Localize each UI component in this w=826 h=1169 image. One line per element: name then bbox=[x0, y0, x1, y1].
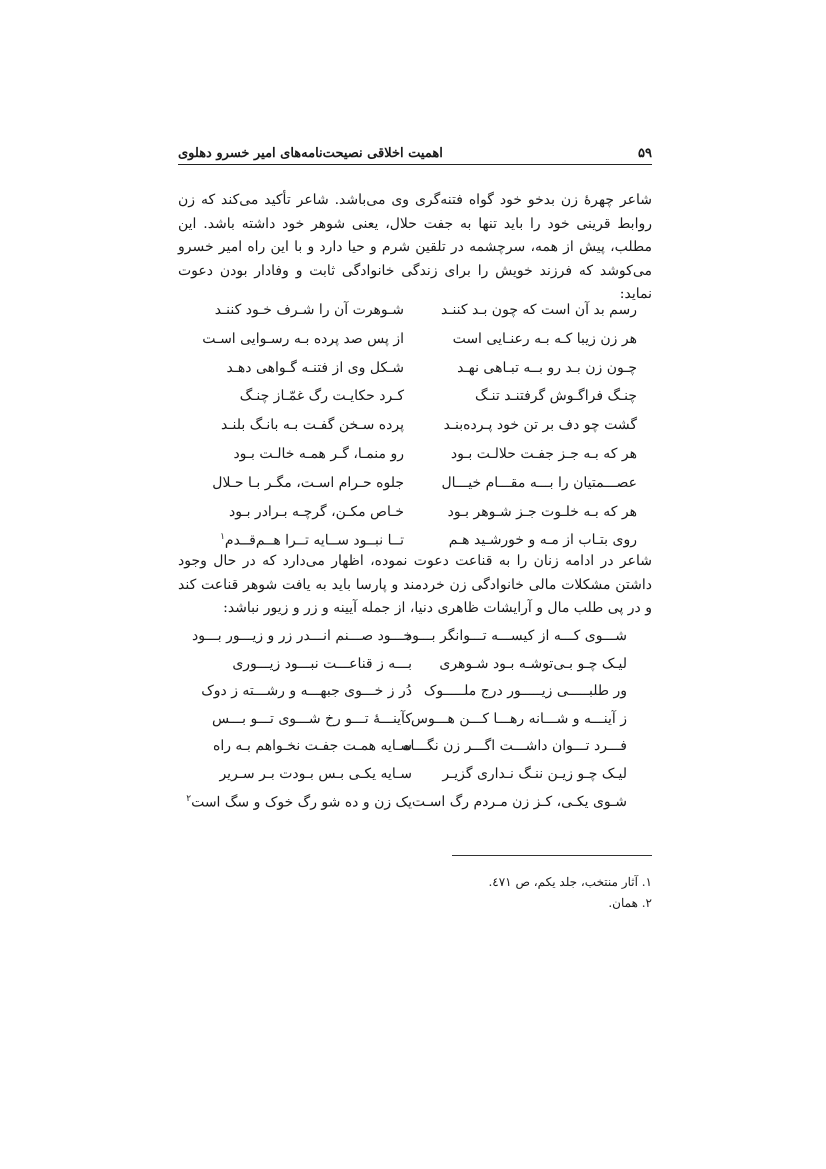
hemistich-second: پرده سـخن گفـت بـه بانـگ بلنـد bbox=[221, 417, 404, 434]
verse bbox=[178, 388, 652, 417]
page-number: ۵۹ bbox=[638, 146, 652, 161]
hemistich-second: دُر ز خـــوی جبهـــه و رشـــته ز دوک bbox=[201, 683, 412, 700]
verse bbox=[178, 360, 652, 389]
hemistich-first: لیـک چـو بـی‌توشـه بـود شـوهری bbox=[439, 655, 627, 672]
hemistich-first: رسم بد آن است که چون بـد کننـد bbox=[441, 302, 637, 318]
hemistich-second bbox=[220, 532, 404, 550]
verse bbox=[178, 475, 652, 504]
hemistich-first: فـــرد تـــوان داشـــت اگـــر زن نگـــاه bbox=[403, 738, 627, 755]
paragraph-intro: شاعر چهرهٔ زن بدخو خود گواه فتنه‌گری وی می‌باشد. شاعر تأکید می‌کند که زن روابط قرینی خود را باید تنها به جفت حلال، یعنی شوهر خود داشته باشد. این مطلب، پیش از همه، سرچشمه در تلقین شرم و حیا دارد و با این راه امیر خسرو می‌کوشد که فرزند خویش را برای زندگی خانوادگی ثابت و وفادار بودن دعوت نماید: bbox=[178, 192, 652, 302]
hemistich-second bbox=[186, 793, 412, 811]
verse bbox=[178, 766, 652, 794]
hemistich-second: جلوه حـرام اسـت، مگـر بـا حـلال bbox=[212, 474, 404, 491]
verse bbox=[178, 711, 652, 739]
hemistich-first: گشت چو دف بر تن خود پـرده‌بنـد bbox=[443, 417, 637, 434]
hemistich-first: عصـــمتیان را بـــه مقـــام خیـــال bbox=[441, 474, 637, 491]
hemistich-second: بـــه ز قناعـــت نبـــود زیـــوری bbox=[232, 655, 412, 672]
paragraph-contentment: شاعر در ادامه زنان را به قناعت دعوت نموده، اظهار می‌دارد که در حال وجود داشتن مشکلات مالی خانوادگی زن خردمند و پارسا باید به یافت شوهر قناعت کند و در پی طلب مال و آرایشات ظاهری دنیا، از جمله آیینه و زر و زیور نباشد: bbox=[178, 553, 652, 616]
hemistich-second: کـرد حکایـت رگ غمّـاز چنـگ bbox=[239, 388, 404, 405]
verse bbox=[178, 738, 652, 766]
hemistich-first: ز آینـــه و شـــانه رهـــا کـــن هـــوس bbox=[410, 710, 627, 727]
hemistich-second: شـکل وی از فتنـه گـواهی دهـد bbox=[226, 359, 404, 376]
verse bbox=[178, 656, 652, 684]
verse bbox=[178, 446, 652, 475]
hemistich-second: سـایه یکـی بـس بـودت بـر سـریر bbox=[219, 765, 412, 782]
hemistich-second: خـاص مکـن، گرچـه بـرادر بـود bbox=[229, 503, 404, 520]
footnotes bbox=[178, 872, 652, 914]
hemistich-first: شـــوی کـــه از کیســـه تـــوانگر بـــود bbox=[405, 628, 627, 644]
hemistich-second: رو منمـا، گـر همـه خالـت بـود bbox=[233, 445, 404, 462]
poem-contentment bbox=[178, 628, 652, 821]
verse bbox=[178, 504, 652, 533]
hemistich-first: هر که بـه جـز جفـت حلالـت بـود bbox=[450, 445, 637, 462]
hemistich-first: چنـگ فراگـوش گرفتنـد تنـگ bbox=[475, 388, 637, 405]
hemistich-first: شـوی یکـی، کـز زن مـردم رگ اسـت bbox=[411, 793, 627, 810]
hemistich-first: ور طلبـــــی زیـــــور درج ملـــــوک bbox=[423, 683, 627, 700]
running-title: اهمیت اخلاقی نصیحت‌نامه‌های امیر خسرو دهلوی bbox=[178, 146, 443, 161]
verse bbox=[178, 794, 652, 822]
hemistich-second: از پس صد پرده بـه رسـوایی اسـت bbox=[202, 330, 404, 347]
verse bbox=[178, 683, 652, 711]
header-rule bbox=[178, 164, 652, 165]
verse bbox=[178, 302, 652, 331]
poem-chastity bbox=[178, 302, 652, 561]
footnote-rule bbox=[452, 855, 652, 856]
hemistich-first: لیـک چـو زیـن ننـگ نـداری گزیـر bbox=[442, 765, 627, 782]
hemistich-second: کآینـــهٔ تـــو رخ شـــوی تـــو بـــس bbox=[211, 710, 412, 727]
footnote-marker: ١ bbox=[220, 532, 225, 543]
hemistich-second: خـــود صـــنم انـــدر زر و زیـــور بـــود bbox=[192, 628, 412, 644]
hemistich-first: هر زن زیبا کـه بـه رعنـایی است bbox=[452, 330, 637, 347]
hemistich-second: شـوهرت آن را شـرف خـود کننـد bbox=[214, 302, 404, 318]
hemistich-first: هر که بـه خلـوت جـز شـوهر بـود bbox=[447, 503, 637, 520]
footnote-1: ١. آثار منتخب، جلد یکم، ص ٤٧١. bbox=[488, 875, 652, 889]
verse bbox=[178, 628, 652, 656]
running-header bbox=[178, 140, 652, 166]
footnote-marker: ٢ bbox=[186, 793, 192, 804]
hemistich-second: سـایه همـت جفـت نخـواهم بـه راه bbox=[212, 738, 412, 755]
hemistich-first: چـون زن بـد رو بــه تبـاهی نهـد bbox=[457, 359, 637, 376]
verse bbox=[178, 331, 652, 360]
footnote-2: ٢. همان. bbox=[608, 896, 652, 910]
verse bbox=[178, 417, 652, 446]
hemistich-text: یک زن و ده شو رگ خوک و سگ است bbox=[191, 794, 412, 811]
hemistich-text: تــا نبــود ســایه تــرا هــم‌قــدم bbox=[224, 533, 404, 550]
hemistich-first: روی بتـاب از مـه و خورشـید هـم bbox=[448, 532, 637, 549]
